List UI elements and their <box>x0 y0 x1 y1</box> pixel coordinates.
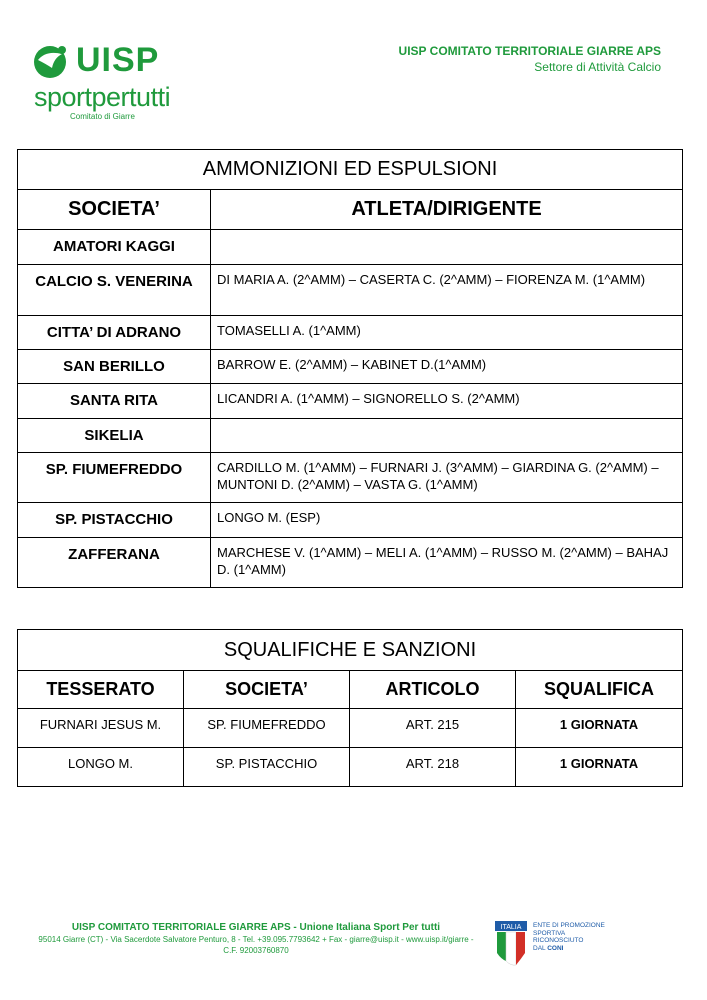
coni-name: CONI <box>547 944 564 952</box>
squalifiche-title: SQUALIFICHE E SANZIONI <box>18 630 683 671</box>
table-row <box>18 230 683 265</box>
societa-cell: CALCIO S. VENERINA <box>18 265 211 316</box>
tesserato-cell: FURNARI JESUS M. <box>18 709 184 748</box>
squalifica-cell: 1 GIORNATA <box>516 709 683 748</box>
atleti-cell: BARROW E. (2^AMM) – KABINET D.(1^AMM) <box>211 350 683 384</box>
articolo-cell: ART. 218 <box>350 748 516 787</box>
col-atleta-header: ATLETA/DIRIGENTE <box>211 190 683 230</box>
societa-cell: ZAFFERANA <box>18 538 211 588</box>
logo-text: UISP <box>76 41 160 79</box>
col-tesserato-header: TESSERATO <box>18 671 184 709</box>
table-row <box>18 419 683 453</box>
footer-address: 95014 Giarre (CT) - Via Sacerdote Salvatore Penturo, 8 - Tel. +39.095.7793642 + Fax - giarre@uisp.it - www.uisp.it/giarre - <box>38 935 474 944</box>
societa-cell: CITTA’ DI ADRANO <box>18 316 211 350</box>
table-row <box>18 316 683 350</box>
atleti-cell: DI MARIA A. (2^AMM) – CASERTA C. (2^AMM) – FIORENZA M. (1^AMM) <box>211 265 683 316</box>
header-org-info <box>399 44 661 75</box>
squalifiche-table <box>17 629 683 787</box>
atleti-cell: LICANDRI A. (1^AMM) – SIGNORELLO S. (2^AMM) <box>211 384 683 419</box>
coni-dal: DAL <box>533 944 548 952</box>
table-row <box>18 384 683 419</box>
uisp-logo <box>32 40 182 125</box>
table-row <box>18 265 683 316</box>
tesserato-cell: LONGO M. <box>18 748 184 787</box>
atleti-cell: TOMASELLI A. (1^AMM) <box>211 316 683 350</box>
atleti-cell: LONGO M. (ESP) <box>211 503 683 538</box>
coni-text <box>533 922 605 952</box>
uisp-runner-icon <box>32 42 74 80</box>
logo-committee: Comitato di Giarre <box>70 112 135 121</box>
col-articolo-header: ARTICOLO <box>350 671 516 709</box>
societa-cell: SIKELIA <box>18 419 211 453</box>
societa-cell: SANTA RITA <box>18 384 211 419</box>
coni-line <box>533 945 605 953</box>
col-societa-header: SOCIETA’ <box>184 671 350 709</box>
italia-shield-icon <box>495 921 527 967</box>
coni-line: RICONOSCIUTO <box>533 937 584 944</box>
coni-line: SPORTIVA <box>533 929 566 937</box>
societa-cell: SP. FIUMEFREDDO <box>18 453 211 503</box>
societa-cell: SAN BERILLO <box>18 350 211 384</box>
footer <box>26 921 486 956</box>
table-row <box>18 538 683 588</box>
articolo-cell: ART. 215 <box>350 709 516 748</box>
col-societa-header: SOCIETA’ <box>18 190 211 230</box>
table-row <box>18 350 683 384</box>
italia-label: ITALIA <box>500 924 522 931</box>
table-row <box>18 503 683 538</box>
coni-badge <box>495 921 615 969</box>
ammonizioni-title: AMMONIZIONI ED ESPULSIONI <box>18 150 683 190</box>
org-name: UISP COMITATO TERRITORIALE GIARRE APS <box>398 44 661 58</box>
squalifica-cell: 1 GIORNATA <box>516 748 683 787</box>
atleti-cell: MARCHESE V. (1^AMM) – MELI A. (1^AMM) – RUSSO M. (2^AMM) – BAHAJ D. (1^AMM) <box>211 538 683 588</box>
societa-cell: SP. PISTACCHIO <box>184 748 350 787</box>
table-row <box>18 748 683 787</box>
societa-cell: AMATORI KAGGI <box>18 230 211 265</box>
atleti-cell: CARDILLO M. (1^AMM) – FURNARI J. (3^AMM) – GIARDINA G. (2^AMM) – MUNTONI D. (2^AMM) – VASTA G. (1^AMM) <box>211 453 683 503</box>
table-row <box>18 709 683 748</box>
col-squalifica-header: SQUALIFICA <box>516 671 683 709</box>
ammonizioni-table <box>17 149 683 588</box>
societa-cell: SP. PISTACCHIO <box>18 503 211 538</box>
atleti-cell <box>211 419 683 453</box>
table-row <box>18 453 683 503</box>
coni-line: ENTE DI PROMOZIONE <box>533 922 605 929</box>
footer-tax-code: C.F. 92003760870 <box>223 946 289 955</box>
societa-cell: SP. FIUMEFREDDO <box>184 709 350 748</box>
atleti-cell <box>211 230 683 265</box>
logo-subtitle: sportpertutti <box>34 82 171 112</box>
org-sector: Settore di Attività Calcio <box>534 60 661 74</box>
footer-org: UISP COMITATO TERRITORIALE GIARRE APS - Unione Italiana Sport Per tutti <box>71 922 441 933</box>
